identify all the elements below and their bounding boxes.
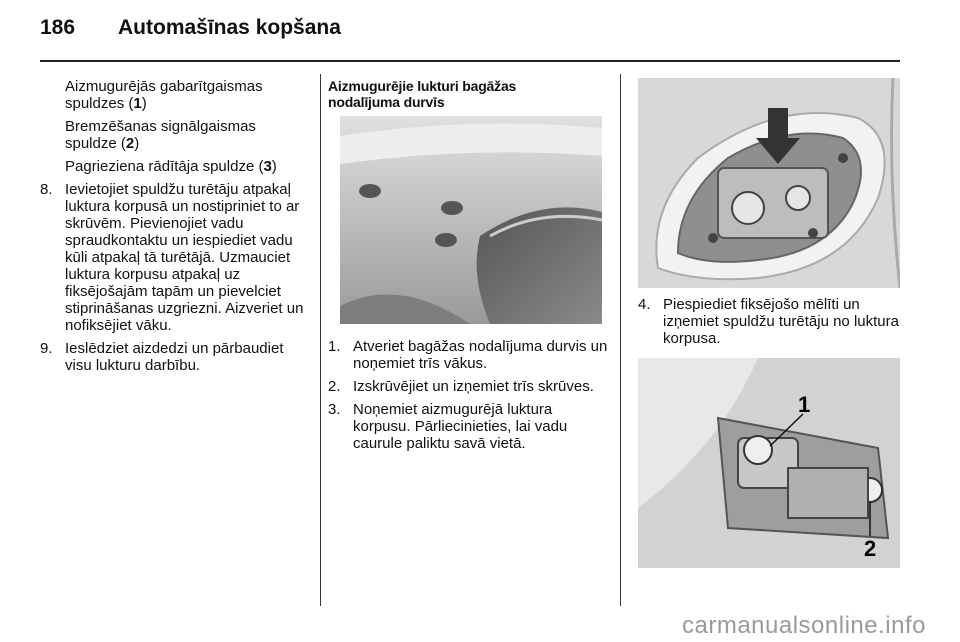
- page-number: 186: [40, 16, 76, 39]
- watermark: carmanualsonline.info: [682, 612, 926, 639]
- step-9: 9. Ieslēdziet aizdedzi un pārbaudiet visu lukturu darbību.: [40, 340, 284, 374]
- bulb-item-3: Pagrieziena rādītāja spuldze (3): [65, 158, 277, 175]
- step-3: 3. Noņemiet aizmugurējā luktura korpusu. Pārliecinieties, lai vadu caurule paliktu savā vietā.: [328, 401, 568, 452]
- step-8: 8. Ievietojiet spuldžu turētāju atpakaļ luktura korpusā un nostipriniet to ar skrūvēm. Pievienojiet vadu spraudkontaktu un iespiediet vadu kūli atpakaļ tā turētājā. Uzmauciet luktura korpusu atpakaļ uz fiksējošajām tapām un pievelciet stiprināšanas uzgriezni. Aizveriet un nofiksējiet vāku.: [40, 181, 304, 334]
- header-rule: [40, 60, 900, 62]
- column-divider-2: [620, 74, 621, 606]
- column-left: [40, 78, 308, 380]
- bulb-item-2: Bremzēšanas signālgaismas spuldze (2): [65, 118, 256, 152]
- page-header: [40, 14, 900, 44]
- bulb-item-1: Aizmugurējās gabarītgaismas spuldzes (1): [65, 78, 263, 112]
- section-heading: Aizmugurējie lukturi bagāžas nodalījuma durvīs: [328, 78, 517, 110]
- steps-list-right: [638, 296, 900, 353]
- callout-label-1: 1: [798, 392, 811, 417]
- figure-lamp-holder-arrow: [638, 78, 900, 288]
- step-2: 2. Izskrūvējiet un izņemiet trīs skrūves.: [328, 378, 594, 395]
- step-4: 4. Piespiediet fiksējošo mēlīti un izņemiet spuldžu turētāju no luktura korpusa.: [638, 296, 899, 347]
- column-middle: [328, 78, 610, 110]
- page-title: Automašīnas kopšana: [118, 16, 341, 39]
- callout-label-2: 2: [864, 536, 877, 561]
- figure-bulb-holder-labeled: [638, 358, 900, 568]
- steps-list-middle: [328, 338, 610, 458]
- figure-trunk-lid: [340, 116, 602, 324]
- step-1: 1. Atveriet bagāžas nodalījuma durvis un noņemiet trīs vākus.: [328, 338, 608, 372]
- column-divider-1: [320, 74, 321, 606]
